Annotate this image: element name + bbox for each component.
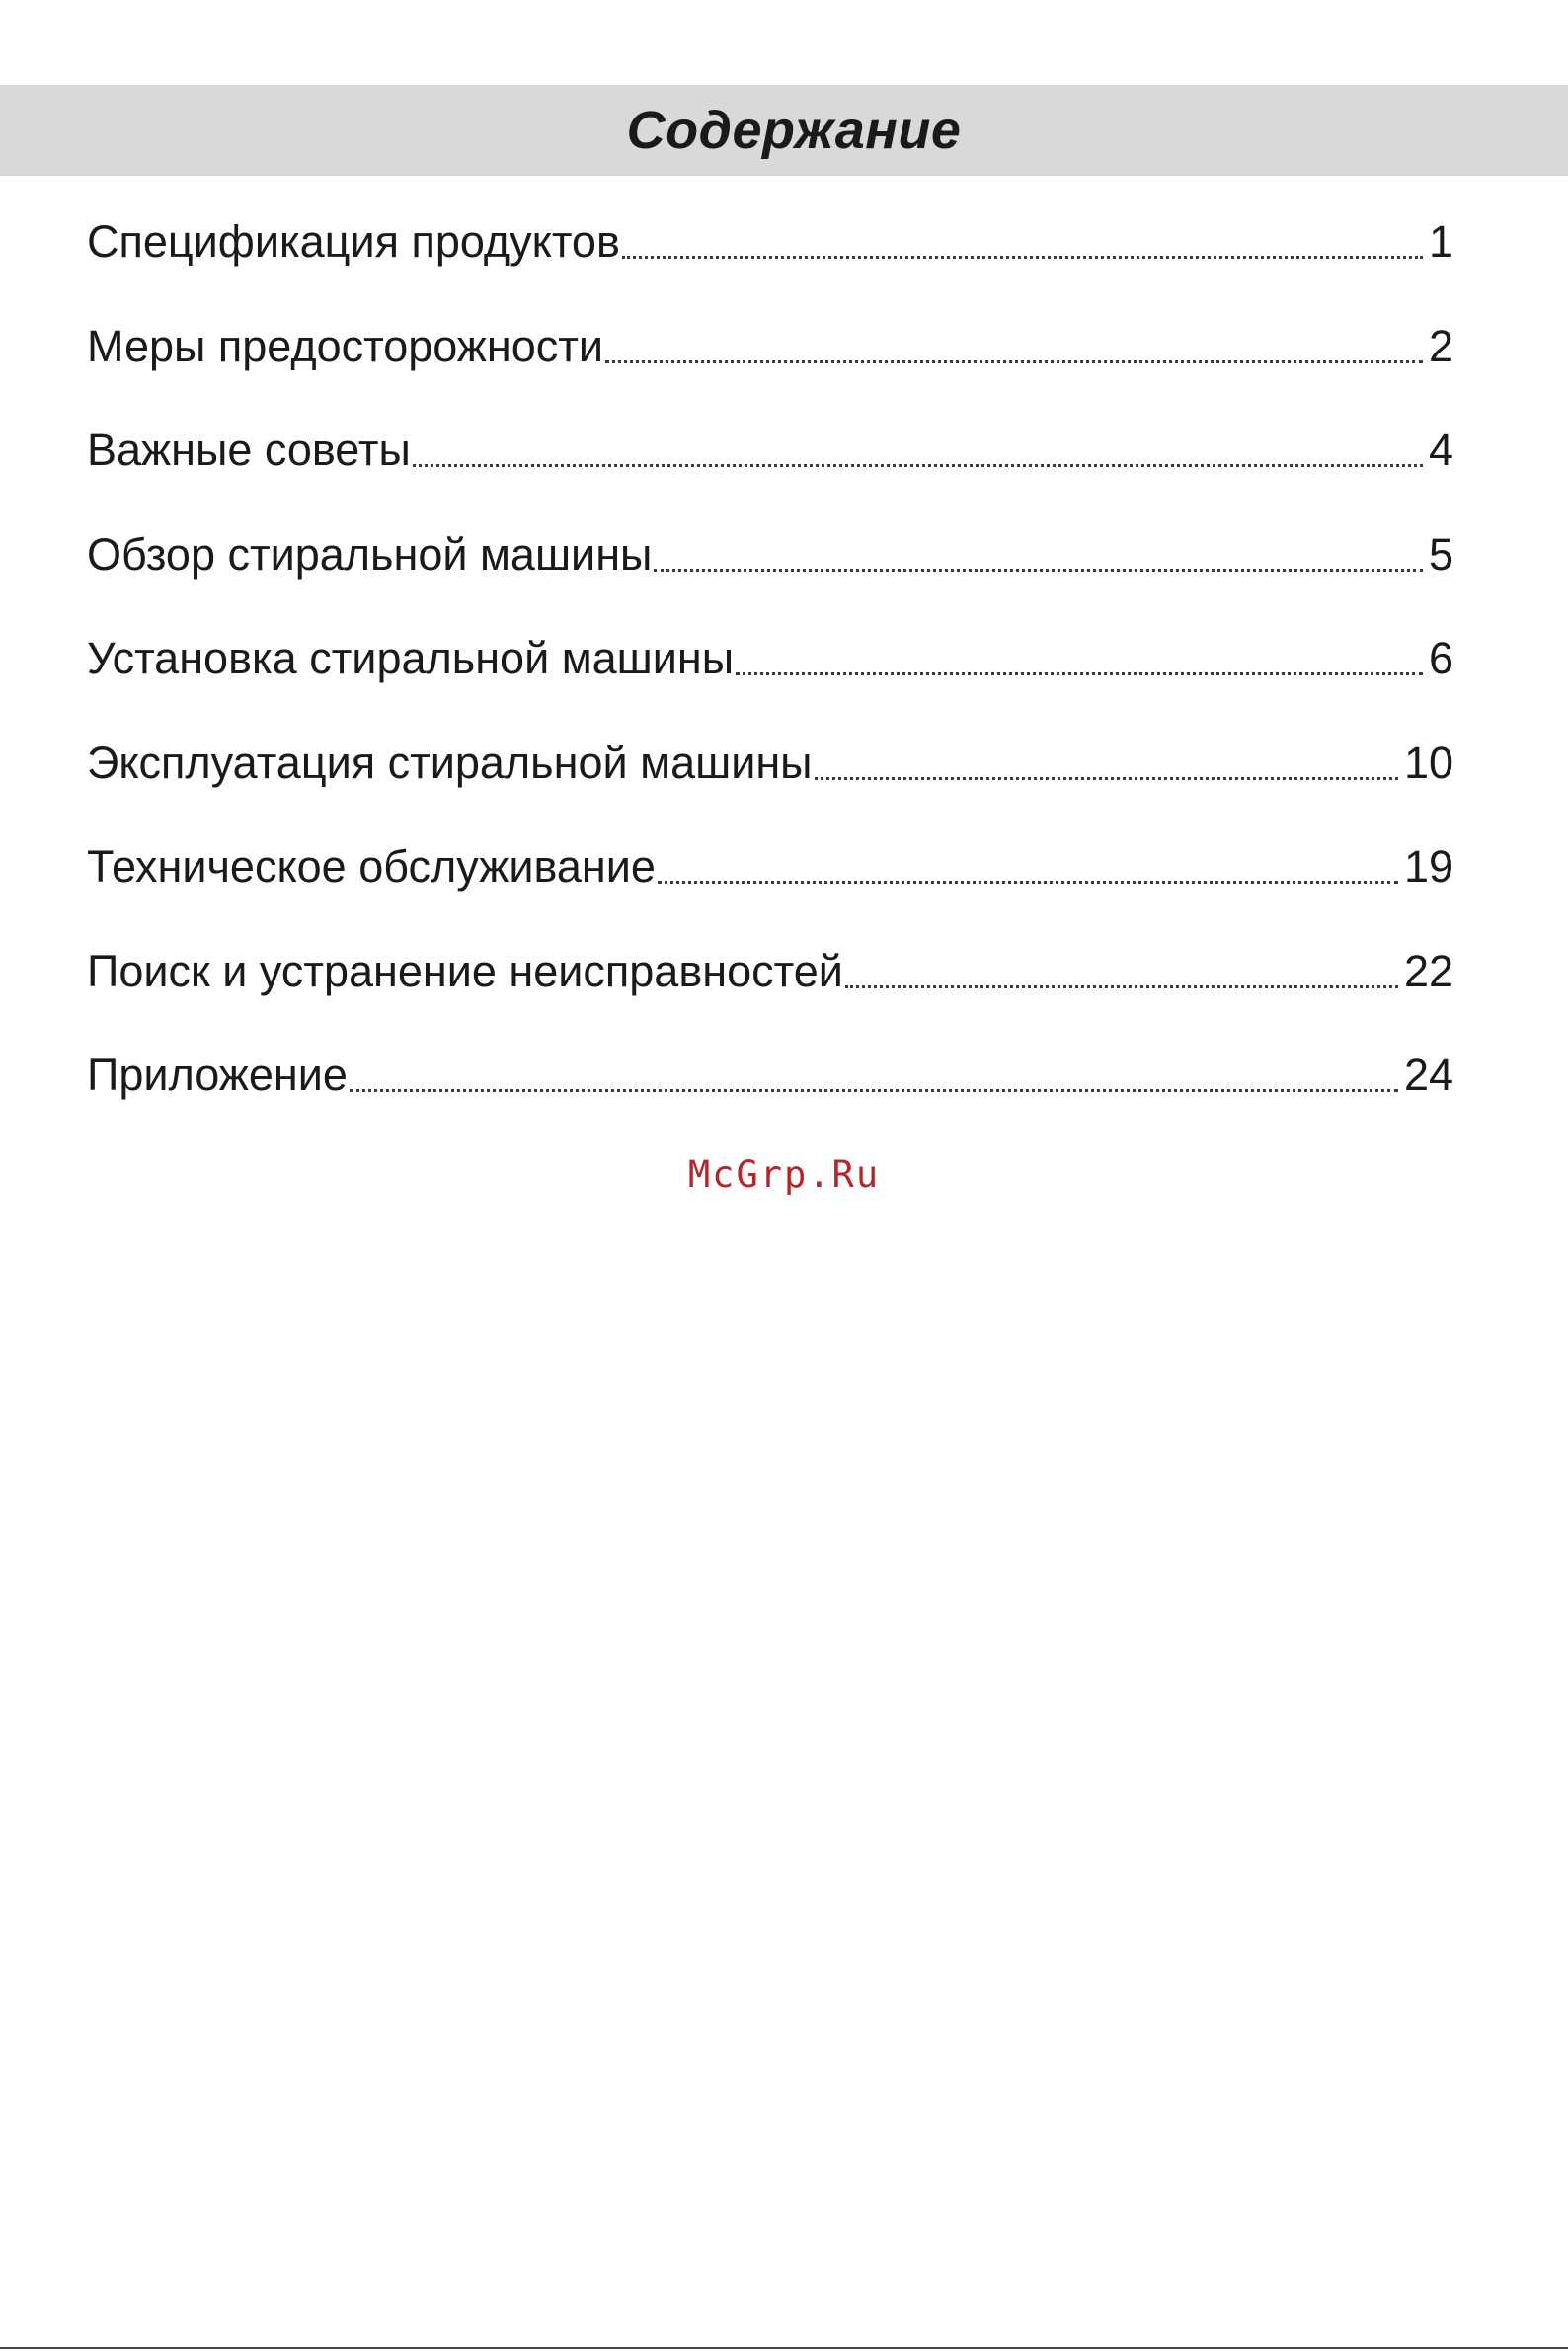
toc-entry-page: 1	[1428, 216, 1453, 267]
toc-dot-leader	[605, 360, 1423, 363]
toc-dot-leader	[815, 777, 1398, 780]
toc-entry-label: Обзор стиральной машины	[87, 528, 653, 580]
toc-dot-leader	[350, 1089, 1398, 1092]
toc-dot-leader	[845, 985, 1398, 988]
toc-dot-leader	[654, 569, 1423, 572]
toc-entry-machine-overview[interactable]	[87, 528, 1453, 637]
toc-entry-page: 2	[1428, 320, 1453, 371]
title-band	[0, 85, 1568, 176]
toc-entry-label: Поиск и устранение неисправностей	[87, 945, 843, 996]
toc-entry-page: 24	[1403, 1050, 1453, 1100]
toc-entry-appendix[interactable]	[87, 1050, 1453, 1157]
toc-entry-installation[interactable]	[87, 633, 1453, 741]
table-of-contents	[87, 216, 1453, 1157]
toc-entry-page: 22	[1403, 945, 1453, 996]
toc-entry-page: 6	[1428, 633, 1453, 683]
toc-entry-label: Важные советы	[87, 425, 411, 475]
bottom-divider	[0, 2347, 1568, 2349]
toc-dot-leader	[413, 464, 1423, 467]
watermark-link[interactable]: McGrp.Ru	[687, 1153, 881, 1196]
toc-entry-page: 10	[1403, 737, 1453, 788]
toc-entry-important-tips[interactable]	[87, 425, 1453, 532]
toc-entry-label: Эксплуатация стиральной машины	[87, 737, 813, 788]
toc-entry-page: 19	[1403, 841, 1453, 892]
toc-entry-page: 4	[1428, 425, 1453, 475]
toc-entry-label: Установка стиральной машины	[87, 633, 735, 683]
toc-dot-leader	[622, 256, 1423, 259]
toc-dot-leader	[658, 881, 1398, 884]
toc-entry-label: Меры предосторожности	[87, 320, 604, 371]
toc-entry-troubleshooting[interactable]	[87, 945, 1453, 1054]
toc-entry-operation[interactable]	[87, 737, 1453, 845]
toc-entry-label: Спецификация продуктов	[87, 216, 620, 267]
toc-entry-label: Приложение	[87, 1050, 348, 1100]
toc-entry-page: 5	[1428, 528, 1453, 580]
toc-entry-label: Техническое обслуживание	[87, 841, 656, 892]
page-title: Содержание	[626, 101, 962, 160]
toc-entry-specification[interactable]	[87, 216, 1453, 324]
toc-entry-maintenance[interactable]	[87, 841, 1453, 949]
toc-entry-precautions[interactable]	[87, 320, 1453, 429]
toc-dot-leader	[736, 672, 1423, 675]
